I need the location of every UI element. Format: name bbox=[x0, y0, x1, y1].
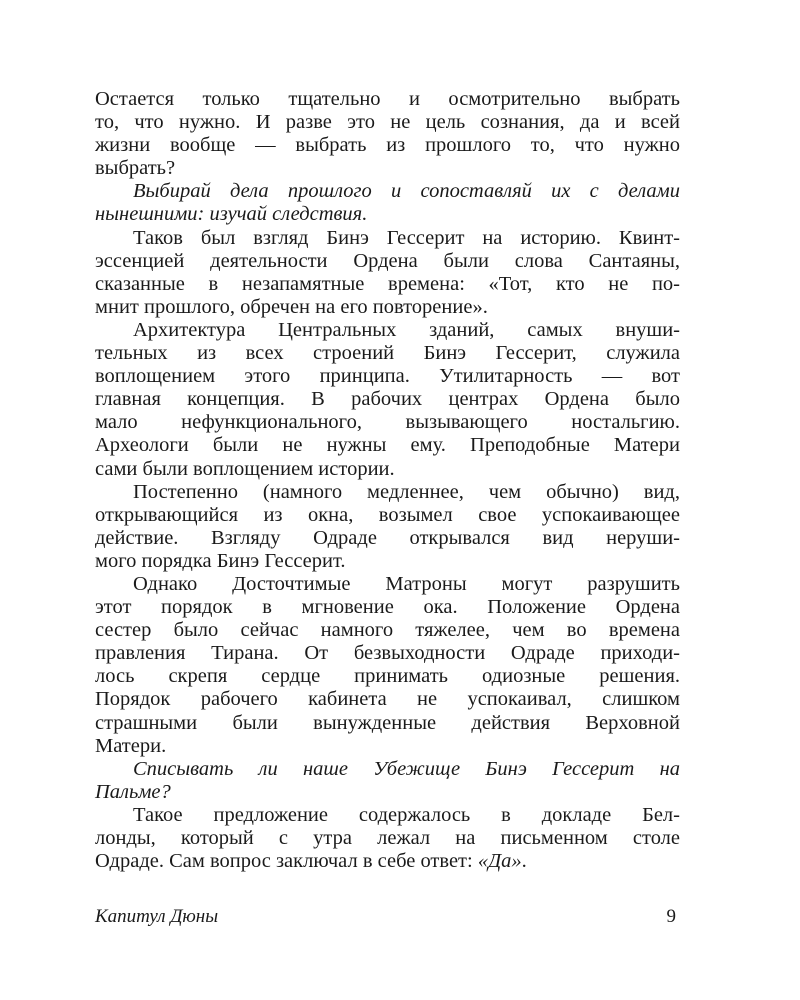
text-line: мого порядка Бинэ Гессерит. bbox=[95, 549, 346, 572]
text-line: нынешними: изучай следствия. bbox=[95, 203, 368, 226]
text-line: жизни вообще — выбрать из прошлого то, что нужно bbox=[95, 134, 680, 157]
text-line: выбрать? bbox=[95, 157, 176, 180]
page-body bbox=[95, 88, 680, 873]
text-line bbox=[95, 850, 680, 873]
text-line: сестер было сейчас намного тяжелее, чем во времена bbox=[95, 619, 680, 642]
paragraph bbox=[95, 319, 680, 481]
text-fragment: . bbox=[521, 850, 527, 873]
text-line: воплощением этого принципа. Утилитарность — вот bbox=[95, 365, 680, 388]
text-line: сами были воплощением истории. bbox=[95, 457, 395, 480]
paragraph-italic bbox=[95, 180, 680, 226]
text-line: лось скрепя сердце принимать одиозные решения. bbox=[95, 665, 680, 688]
text-line: тельных из всех строений Бинэ Гессерит, служила bbox=[95, 342, 680, 365]
paragraph bbox=[95, 573, 680, 758]
text-line: Постепенно (намного медленнее, чем обычно) вид, bbox=[133, 480, 680, 503]
text-line: лонды, который с утра лежал на письменном столе bbox=[95, 827, 680, 849]
running-title: Капитул Дюны bbox=[95, 906, 219, 927]
text-line: главная концепция. В рабочих центрах Ордена было bbox=[95, 388, 680, 411]
text-line: то, что нужно. И разве это не цель сознания, да и всей bbox=[95, 111, 680, 134]
text-line: мало нефункционального, вызывающего ностальгию. bbox=[95, 411, 680, 434]
text-line: страшными были вынужденные действия Верховной bbox=[95, 711, 680, 734]
text-line: действие. Взгляду Одраде открывался вид неруши- bbox=[95, 526, 680, 549]
paragraph-italic bbox=[95, 758, 680, 804]
text-fragment: Одраде. Сам вопрос заключал в себе ответ: bbox=[95, 850, 478, 873]
paragraph bbox=[95, 88, 680, 180]
text-line: Остается только тщательно и осмотрительно выбрать bbox=[95, 88, 680, 110]
paragraph bbox=[95, 804, 680, 873]
text-line: Выбирай дела прошлого и сопоставляй их с делами bbox=[133, 180, 680, 203]
text-line: Однако Досточтимые Матроны могут разрушить bbox=[133, 572, 680, 595]
text-line: этот порядок в мгновение ока. Положение Ордена bbox=[95, 596, 680, 619]
text-line: мнит прошлого, обречен на его повторение». bbox=[95, 295, 488, 318]
text-line: эссенцией деятельности Ордена были слова Сантаяны, bbox=[95, 249, 680, 272]
text-line: открывающийся из окна, возымел свое успокаивающее bbox=[95, 503, 680, 526]
page-footer bbox=[95, 904, 680, 930]
paragraph bbox=[95, 481, 680, 573]
text-line: Археологи были не нужны ему. Преподобные Матери bbox=[95, 434, 680, 457]
text-line: Списывать ли наше Убежище Бинэ Гессерит на bbox=[133, 757, 680, 780]
paragraph bbox=[95, 227, 680, 319]
text-line: сказанные в незапамятные времена: «Тот, кто не по- bbox=[95, 272, 680, 295]
text-line: Матери. bbox=[95, 734, 167, 757]
text-line: Архитектура Центральных зданий, самых внуши- bbox=[133, 318, 680, 341]
text-line: Таков был взгляд Бинэ Гессерит на историю. Квинт- bbox=[133, 226, 680, 249]
answer-quote: «Да» bbox=[477, 850, 522, 873]
text-line: Порядок рабочего кабинета не успокаивал, слишком bbox=[95, 688, 680, 711]
page-number: 9 bbox=[666, 906, 676, 927]
text-line: Такое предложение содержалось в докладе Бел- bbox=[133, 803, 680, 826]
text-line: Пальме? bbox=[95, 780, 171, 803]
text-line: правления Тирана. От безвыходности Одраде приходи- bbox=[95, 642, 680, 665]
